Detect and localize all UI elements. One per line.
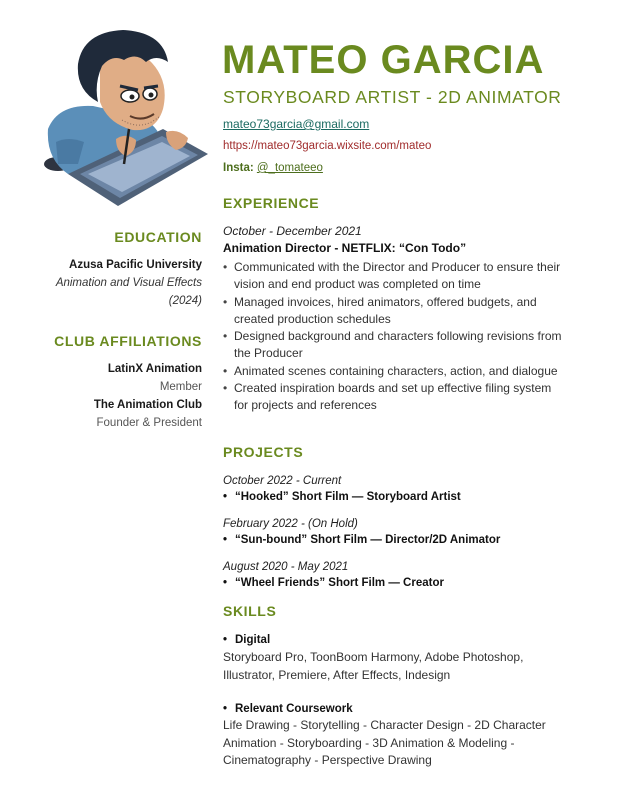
clubs-block	[94, 360, 202, 432]
education-block	[56, 256, 202, 310]
project-item	[223, 516, 500, 548]
skill-group-text: Life Drawing - Storytelling - Character Design - 2D Character Animation - Storyboarding - 3D Animation & Modeling - Cinematography - Perspective Drawing	[223, 718, 546, 767]
project-date: October 2022 - Current	[223, 475, 342, 487]
experience-bullets	[223, 259, 583, 415]
club-role: Member	[159, 381, 202, 393]
skill-group-label: • Relevant Coursework	[223, 703, 353, 715]
experience-heading: EXPERIENCE	[223, 195, 320, 211]
education-program: Animation and Visual Effects	[55, 277, 202, 289]
list-item: • Designed background and characters following revisions from the Producer	[223, 328, 583, 362]
clubs-heading: CLUB AFFILIATIONS	[54, 333, 202, 349]
list-item: • Created inspiration boards and set up effective filing system for projects and references	[223, 380, 583, 414]
project-item	[223, 559, 444, 591]
list-item: • Communicated with the Director and Producer to ensure their vision and end product was completed on time	[223, 259, 583, 293]
club-role: Founder & President	[96, 417, 202, 429]
experience-date: October - December 2021	[223, 224, 362, 238]
job-title: STORYBOARD ARTIST - 2D ANIMATOR	[223, 87, 562, 107]
experience-role: Animation Director - NETFLIX: “Con Todo”	[223, 241, 467, 255]
avatar-illustration	[38, 24, 210, 208]
club-name: LatinX Animation	[107, 363, 202, 375]
page-title: MATEO GARCIA	[222, 38, 545, 82]
project-title: • “Hooked” Short Film — Storyboard Artist	[223, 491, 461, 503]
website-link[interactable]: https://mateo73garcia.wixsite.com/mateo	[223, 140, 432, 152]
education-school: Azusa Pacific University	[69, 259, 202, 271]
project-title: • “Wheel Friends” Short Film — Creator	[223, 577, 444, 589]
projects-heading: PROJECTS	[223, 444, 304, 460]
list-item: • Animated scenes containing characters, action, and dialogue	[223, 363, 583, 380]
skill-group-label: • Digital	[223, 634, 271, 646]
education-year: (2024)	[168, 295, 202, 307]
insta-label: Insta:	[223, 162, 254, 174]
project-title: • “Sun-bound” Short Film — Director/2D Animator	[223, 534, 501, 546]
list-item: • Managed invoices, hired animators, offered budgets, and created production schedules	[223, 294, 583, 328]
skills-heading: SKILLS	[223, 603, 277, 619]
project-date: August 2020 - May 2021	[223, 561, 349, 573]
skill-group-text: Storyboard Pro, ToonBoom Harmony, Adobe Photoshop, Illustrator, Premiere, After Effects, Indesign	[223, 650, 524, 682]
club-name: The Animation Club	[93, 399, 202, 411]
insta-line	[223, 162, 323, 174]
project-item	[223, 473, 461, 505]
education-heading: EDUCATION	[114, 229, 202, 245]
project-date: February 2022 - (On Hold)	[223, 518, 358, 530]
email-link[interactable]: mateo73garcia@gmail.com	[223, 117, 370, 131]
insta-handle-link[interactable]: @_tomateeo	[256, 162, 323, 174]
